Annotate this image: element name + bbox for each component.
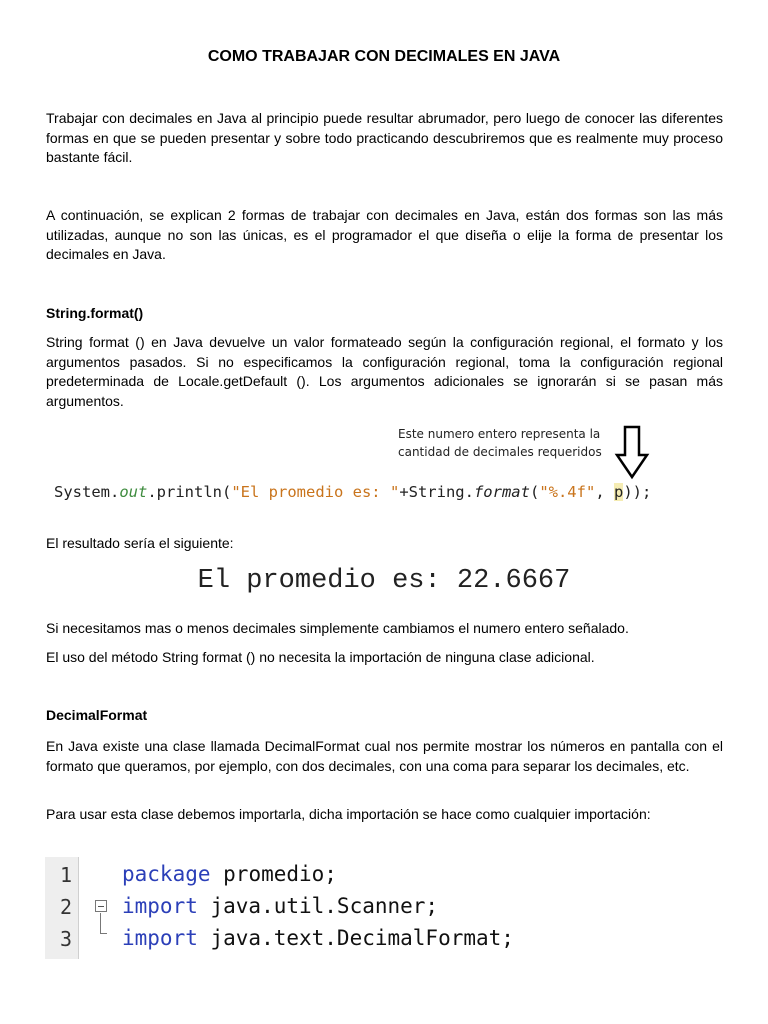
decimal-format-heading: DecimalFormat bbox=[46, 707, 148, 723]
fold-guide-end bbox=[100, 933, 107, 934]
line-number: 3 bbox=[59, 927, 72, 951]
line-number: 1 bbox=[59, 863, 72, 887]
string-format-description: String format () en Java devuelve un valor formateado según la configuración regional, el formato y los argumentos pasados. Si no especificamos la configuración regional, toma la configuración regional predeterminada de Locale.getDefault (). Los argumentos adicionales se ignorarán si se pasan más argumentos. bbox=[46, 334, 723, 409]
code-part: .println( bbox=[147, 483, 232, 501]
code-text: java.util.Scanner; bbox=[197, 894, 439, 918]
code-text: promedio; bbox=[210, 862, 337, 886]
code-line bbox=[122, 862, 337, 886]
code-format-string: "%.4f" bbox=[539, 483, 596, 501]
fold-toggle-icon[interactable] bbox=[95, 900, 107, 912]
code-part: , bbox=[595, 483, 614, 501]
decimal-format-description: En Java existe una clase llamada DecimalFormat cual nos permite mostrar los números en pantalla con el formato que queramos, por ejemplo, con dos decimales, con una coma para separar los decimales, etc. bbox=[46, 738, 723, 774]
keyword: import bbox=[122, 894, 198, 918]
annotation-line-1: Este numero entero representa la bbox=[398, 427, 601, 441]
fold-guide bbox=[100, 913, 101, 933]
intro-paragraph: Trabajar con decimales en Java al principio puede resultar abrumador, pero luego de conocer las diferentes formas en que se pueden presentar y sobre todo practicando descubriremos que es realmente muy proceso bastante fácil. bbox=[46, 110, 723, 165]
result-output: El promedio es: 22.6667 bbox=[197, 566, 571, 596]
code-line bbox=[122, 894, 438, 918]
import-note: Para usar esta clase debemos importarla, dicha importación se hace como cualquier importación: bbox=[46, 806, 651, 822]
page-title: COMO TRABAJAR CON DECIMALES EN JAVA bbox=[207, 48, 561, 65]
code-part: +String. bbox=[399, 483, 474, 501]
code-variable: p bbox=[613, 483, 624, 501]
code-part: ( bbox=[529, 483, 540, 501]
note-import: El uso del método String format () no necesita la importación de ninguna clase adicional. bbox=[46, 649, 595, 665]
continuation-paragraph: A continuación, se explican 2 formas de trabajar con decimales en Java, están dos formas son las más utilizadas, aunque no son las únicas, es el programador el que diseña o elije la forma de presentar los decimales en Java. bbox=[46, 207, 723, 262]
code-snippet bbox=[54, 483, 651, 501]
keyword: package bbox=[122, 862, 211, 886]
result-intro: El resultado sería el siguiente: bbox=[46, 535, 234, 551]
annotation-line-2: cantidad de decimales requeridos bbox=[398, 445, 602, 459]
line-number-gutter bbox=[45, 857, 79, 959]
keyword: import bbox=[122, 926, 198, 950]
string-format-heading: String.format() bbox=[46, 305, 144, 321]
code-out-field: out bbox=[119, 483, 148, 501]
note-decimals: Si necesitamos mas o menos decimales simplemente cambiamos el numero entero señalado. bbox=[46, 620, 629, 636]
code-editor bbox=[45, 857, 565, 959]
down-arrow-icon bbox=[614, 425, 650, 481]
code-format-method: format bbox=[473, 483, 530, 501]
code-part: System. bbox=[54, 483, 120, 501]
code-line bbox=[122, 926, 514, 950]
line-number: 2 bbox=[59, 895, 72, 919]
code-text: java.text.DecimalFormat; bbox=[197, 926, 514, 950]
code-string: "El promedio es: " bbox=[231, 483, 400, 501]
code-part: )); bbox=[623, 483, 652, 501]
annotation bbox=[398, 425, 602, 461]
